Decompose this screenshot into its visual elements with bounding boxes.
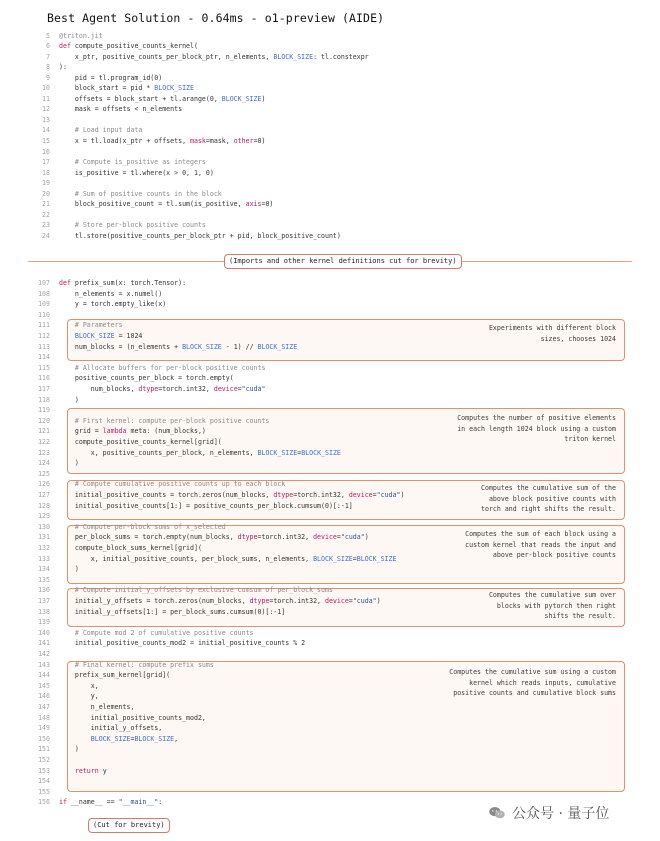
- line-number: 108: [38, 289, 50, 298]
- code-text: ): [59, 745, 79, 754]
- line-number: 129: [38, 512, 50, 521]
- code-text: block_positive_count = tl.sum(is_positive, axis=0): [59, 200, 274, 209]
- code-text: x = tl.load(x_ptr + offsets, mask=mask, other=0): [59, 137, 266, 145]
- annotation-note: Computes the cumulative sum using a custom kernel which reads inputs, cumulative positive counts and cumulative block sums: [449, 668, 616, 697]
- code-text: x_ptr, positive_counts_per_block_ptr, n_elements, BLOCK_SIZE: tl.constexpr: [59, 52, 369, 61]
- annotation-note: Computes the cumulative sum of the above block positive counts with torch and right shifts the result.: [481, 484, 616, 513]
- code-text: offsets = block_start + tl.arange(0, BLOCK_SIZE): [59, 94, 266, 103]
- line-number: 153: [38, 766, 50, 775]
- code-text: # Sum of positive counts in the block: [59, 189, 222, 198]
- line-number: 120: [38, 416, 50, 425]
- code-text: initial_positive_counts_mod2,: [59, 713, 206, 722]
- line-number: 121: [38, 427, 50, 436]
- annotation-note: Computes the number of positive elements in each length 1024 block using a custom triton kernel: [457, 414, 616, 443]
- code-text: prefix_sum_kernel[grid](: [59, 671, 171, 680]
- code-text: ): [59, 459, 79, 468]
- line-number: 7: [46, 52, 50, 61]
- code-text: initial_y_offsets,: [59, 724, 163, 733]
- line-number: 123: [38, 448, 50, 457]
- line-number: 144: [38, 671, 50, 680]
- line-number: 135: [38, 575, 50, 584]
- code-text: if __name__ == "__main__":: [59, 798, 163, 807]
- line-number: 13: [42, 115, 50, 124]
- code-text: # Compute is_positive as integers: [59, 158, 206, 167]
- annotation-note: Computes the sum of each block using a custom kernel that reads the input and above per-block positive counts: [465, 530, 616, 559]
- code-text: y = torch.empty_like(x): [59, 300, 167, 309]
- code-text: BLOCK_SIZE=BLOCK_SIZE,: [90, 734, 179, 743]
- code-text: x, positive_counts_per_block, n_elements, BLOCK_SIZE=BLOCK_SIZE: [59, 448, 341, 457]
- code-text: # Final kernel: compute prefix sums: [59, 660, 214, 669]
- line-number: 16: [42, 147, 50, 156]
- line-number: 138: [38, 607, 50, 616]
- line-number: 5: [46, 31, 50, 40]
- line-number: 112: [38, 332, 50, 340]
- code-text: @triton.jit: [59, 31, 103, 40]
- line-number: 107: [38, 279, 50, 287]
- line-number: 146: [38, 692, 50, 701]
- line-number: 134: [38, 565, 50, 574]
- line-number: 142: [38, 650, 50, 658]
- annotation-note: Computes the cumulative sum over blocks with pytorch then right shifts the result.: [488, 591, 616, 620]
- page-title: Best Agent Solution - 0.64ms - o1-preview (AIDE): [47, 11, 385, 25]
- code-text: compute_positive_counts_kernel[grid](: [59, 438, 222, 446]
- line-number: 150: [38, 734, 50, 743]
- code-text: x,: [59, 681, 99, 690]
- line-number: 155: [38, 787, 50, 796]
- line-number: 6: [46, 42, 50, 51]
- line-number: 143: [38, 660, 50, 669]
- line-number: 147: [38, 703, 50, 711]
- line-number: 117: [38, 385, 50, 393]
- line-number: 122: [38, 438, 50, 446]
- code-text: num_blocks = (n_elements + BLOCK_SIZE - 1) // BLOCK_SIZE: [59, 342, 298, 351]
- line-number: 110: [38, 310, 50, 319]
- line-number: 17: [42, 158, 50, 167]
- line-number: 118: [38, 395, 50, 404]
- line-number: 127: [38, 491, 50, 499]
- code-text: initial_positive_counts = torch.zeros(num_blocks, dtype=torch.int32, device="cuda"): [59, 491, 405, 499]
- code-text: # Compute initial_y_offsets by exclusive cumsum of per_block_sums: [59, 586, 333, 595]
- line-number: 149: [38, 724, 50, 733]
- line-number: 141: [38, 639, 50, 648]
- line-number: 152: [38, 756, 50, 764]
- code-text: ): [59, 565, 79, 574]
- line-number: 137: [38, 597, 50, 605]
- code-text: grid = lambda meta: (num_blocks,): [59, 427, 206, 436]
- code-text: y,: [59, 692, 99, 701]
- code-text: per_block_sums = torch.empty(num_blocks, dtype=torch.int32, device="cuda"): [59, 533, 369, 542]
- line-number: 111: [38, 321, 50, 330]
- line-number: 10: [42, 84, 50, 93]
- code-text: # Parameters: [59, 321, 123, 330]
- line-number: 131: [38, 533, 50, 542]
- code-text: initial_positive_counts[1:] = positive_counts_per_block.cumsum(0)[:-1]: [59, 501, 353, 510]
- code-text: def compute_positive_counts_kernel(: [59, 42, 198, 51]
- code-text: # Compute cumulative positive counts up to each block: [59, 480, 286, 489]
- line-number: 24: [42, 231, 50, 240]
- code-text: initial_y_offsets[1:] = per_block_sums.cumsum(0)[:-1]: [59, 607, 286, 616]
- watermark: [488, 803, 609, 823]
- code-text: # Store per-block positive counts: [59, 221, 206, 230]
- line-number: 151: [38, 745, 50, 754]
- code-text: # Allocate buffers for per-block positive counts: [59, 363, 266, 372]
- code-text: n_elements,: [59, 703, 135, 711]
- code-text: compute_block_sums_kernel[grid](: [59, 544, 202, 552]
- line-number: 125: [38, 469, 50, 478]
- line-number: 19: [42, 179, 50, 188]
- code-text: positive_counts_per_block = torch.empty(: [59, 374, 234, 383]
- line-number: 130: [38, 522, 50, 531]
- line-number: 115: [38, 363, 50, 372]
- line-number: 136: [38, 586, 50, 595]
- code-text: initial_y_offsets = torch.zeros(num_blocks, dtype=torch.int32, device="cuda"): [59, 597, 381, 605]
- cut-label-imports: (Imports and other kernel definitions cut for brevity): [224, 254, 462, 269]
- code-text: def prefix_sum(x: torch.Tensor):: [59, 279, 187, 287]
- line-number: 14: [42, 126, 50, 135]
- line-number: 11: [42, 94, 50, 103]
- code-text: n_elements = x.numel(): [59, 289, 163, 298]
- line-number: 133: [38, 554, 50, 563]
- line-number: 12: [42, 105, 50, 114]
- wechat-icon: [488, 806, 506, 820]
- line-number: 124: [38, 459, 50, 468]
- code-text: mask = offsets < n_elements: [59, 105, 183, 114]
- line-number: 145: [38, 681, 50, 690]
- annotation-note: Experiments with different block sizes, chooses 1024: [488, 324, 616, 343]
- code-text: return y: [74, 766, 107, 775]
- line-number: 119: [38, 406, 50, 415]
- code-text: ):: [59, 63, 67, 72]
- code-text: BLOCK_SIZE = 1024: [74, 332, 143, 340]
- code-text: ): [59, 395, 79, 404]
- line-number: 9: [46, 73, 50, 82]
- line-number: 20: [42, 189, 50, 198]
- line-number: 156: [38, 798, 50, 807]
- code-text: # Compute per-block sums of x_selected: [59, 522, 226, 531]
- code-text: pid = tl.program_id(0): [59, 73, 163, 82]
- line-number: 114: [38, 353, 50, 362]
- line-number: 116: [38, 374, 50, 383]
- code-text: x, initial_positive_counts, per_block_sums, n_elements, BLOCK_SIZE=BLOCK_SIZE: [59, 554, 397, 563]
- line-number: 18: [42, 168, 50, 177]
- line-number: 139: [38, 618, 50, 627]
- line-number: 8: [46, 63, 50, 72]
- line-number: 109: [38, 300, 50, 309]
- code-text: # Load input data: [59, 126, 143, 135]
- code-text: initial_positive_counts_mod2 = initial_positive_counts % 2: [59, 639, 306, 648]
- code-text: # Compute mod 2 of cumulative positive counts: [59, 628, 254, 637]
- line-number: 126: [38, 480, 50, 489]
- line-number: 148: [38, 713, 50, 722]
- watermark-text: 公众号 · 量子位: [512, 806, 610, 822]
- line-number: 22: [42, 210, 50, 219]
- line-number: 128: [38, 501, 50, 510]
- code-text: block_start = pid * BLOCK_SIZE: [59, 84, 194, 93]
- cut-label-main: (Cut for brevity): [88, 818, 170, 833]
- code-text: tl.store(positive_counts_per_block_ptr + pid, block_positive_count): [59, 231, 341, 240]
- code-text: # First kernel: compute per-block positive counts: [59, 416, 270, 425]
- line-number: 21: [42, 200, 50, 209]
- line-number: 132: [38, 544, 50, 552]
- line-number: 23: [42, 221, 50, 230]
- line-number: 113: [38, 342, 50, 351]
- line-number: 140: [38, 628, 50, 637]
- line-number: 15: [42, 137, 50, 145]
- line-number: 154: [38, 777, 50, 786]
- code-text: is_positive = tl.where(x > 0, 1, 0): [59, 168, 214, 177]
- code-text: num_blocks, dtype=torch.int32, device="cuda": [59, 385, 266, 393]
